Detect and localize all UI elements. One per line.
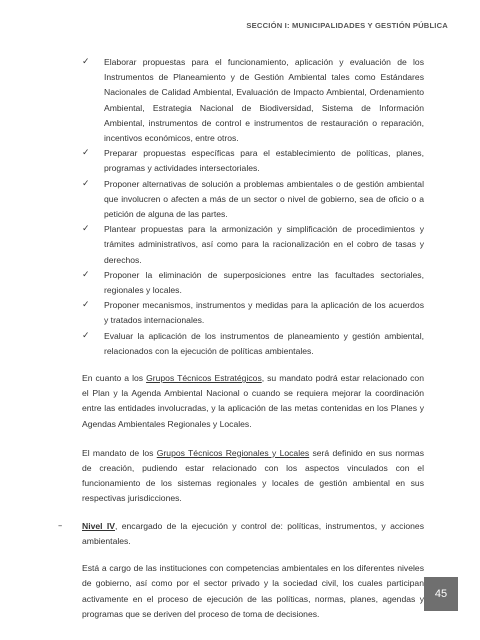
bullet-list — [82, 55, 424, 359]
check-icon: ✓ — [82, 269, 90, 280]
bullet-item — [82, 268, 424, 298]
paragraph-strategic-groups — [82, 371, 424, 432]
page-number: 45 — [424, 577, 458, 611]
bullet-text: Evaluar la aplicación de los instrumentos de planeamiento y gestión ambiental, relacionados con la ejecución de políticas ambientales. — [104, 330, 424, 356]
paragraph-text: En cuanto a los — [82, 373, 147, 384]
check-icon: ✓ — [82, 57, 90, 67]
paragraph-regional-groups — [82, 446, 424, 507]
check-icon: ✓ — [82, 224, 90, 235]
check-icon: ✓ — [82, 300, 90, 311]
check-icon: ✓ — [82, 178, 90, 189]
paragraph-level-iv-detail: Está a cargo de las instituciones con competencias ambientales en los diferentes niveles de gobierno, así como por el sector privado y la sociedad civil, los cuales participan activamente en el proceso de ejecución de las políticas, normas, planes, agendas y programas que se deriven del proceso de toma de decisiones. — [82, 563, 424, 619]
level-iv-title: Nivel IV — [82, 520, 115, 531]
section-header: SECCIÓN I: MUNICIPALIDADES Y GESTIÓN PÚBLICA — [246, 21, 448, 30]
bullet-text: Elaborar propuestas para el funcionamiento, aplicación y evaluación de los Instrumentos de Planeamiento y de Gestión Ambiental tales como Estándares Nacionales de Calidad Ambiental, Evaluación de Impacto Ambiental, Ordenamiento Ambiental, Estrategia Nacional de Biodiversidad, Sistema de Información Ambiental, instrumentos de control e instrumentos de restauración o reparación, incentivos económicos, entre otros. — [104, 57, 424, 144]
bullet-item — [82, 222, 424, 268]
bullet-text: Proponer alternativas de solución a problemas ambientales o de gestión ambiental que involucren o afecten a más de un sector o nivel de gobierno, sea de oficio o a petición de alguna de las partes. — [104, 178, 424, 220]
bullet-text: Preparar propuestas específicas para el establecimiento de políticas, planes, programas y actividades intersectoriales. — [104, 148, 424, 174]
paragraph-text: El mandato de los — [82, 447, 157, 458]
strategic-groups-term: Grupos Técnicos Estratégicos — [146, 373, 262, 384]
check-icon: ✓ — [82, 148, 90, 159]
bullet-item — [82, 146, 424, 176]
bullet-item — [82, 298, 424, 328]
bullet-item — [82, 55, 424, 146]
page-content — [58, 55, 424, 622]
level-iv-item — [58, 519, 424, 549]
bullet-text: Proponer mecanismos, instrumentos y medidas para la aplicación de los acuerdos y tratados internacionales. — [104, 300, 424, 326]
paragraph-text: será definido en sus normas de creación, pudiendo estar relacionado con los aspectos vinculados con el funcionamiento de los sistemas regionales y locales de gestión ambiental en sus respectivas jurisdicciones. — [82, 447, 424, 504]
bullet-text: Plantear propuestas para la armonización y simplificación de procedimientos y trámites administrativos, así como para la racionalización en el cobro de tasas y derechos. — [104, 224, 424, 265]
bullet-item — [82, 177, 424, 223]
bullet-item — [82, 329, 424, 359]
dash-marker: – — [58, 520, 63, 531]
regional-groups-term: Grupos Técnicos Regionales y Locales — [156, 447, 310, 458]
bullet-text: Proponer la eliminación de superposiciones entre las facultades sectoriales, regionales y locales. — [104, 269, 424, 296]
check-icon: ✓ — [82, 330, 90, 341]
paragraph-text: , su mandato podrá estar relacionado con el Plan y la Agenda Ambiental Nacional o cuando se requiera mejorar la coordinación entre las entidades involucradas, y la aplicación de las metas contenidas en los Planes y Agendas Ambientales Regionales y Locales. — [82, 373, 424, 429]
level-iv-text: , encargado de la ejecución y control de: políticas, instrumentos, y acciones ambientales. — [82, 520, 424, 546]
